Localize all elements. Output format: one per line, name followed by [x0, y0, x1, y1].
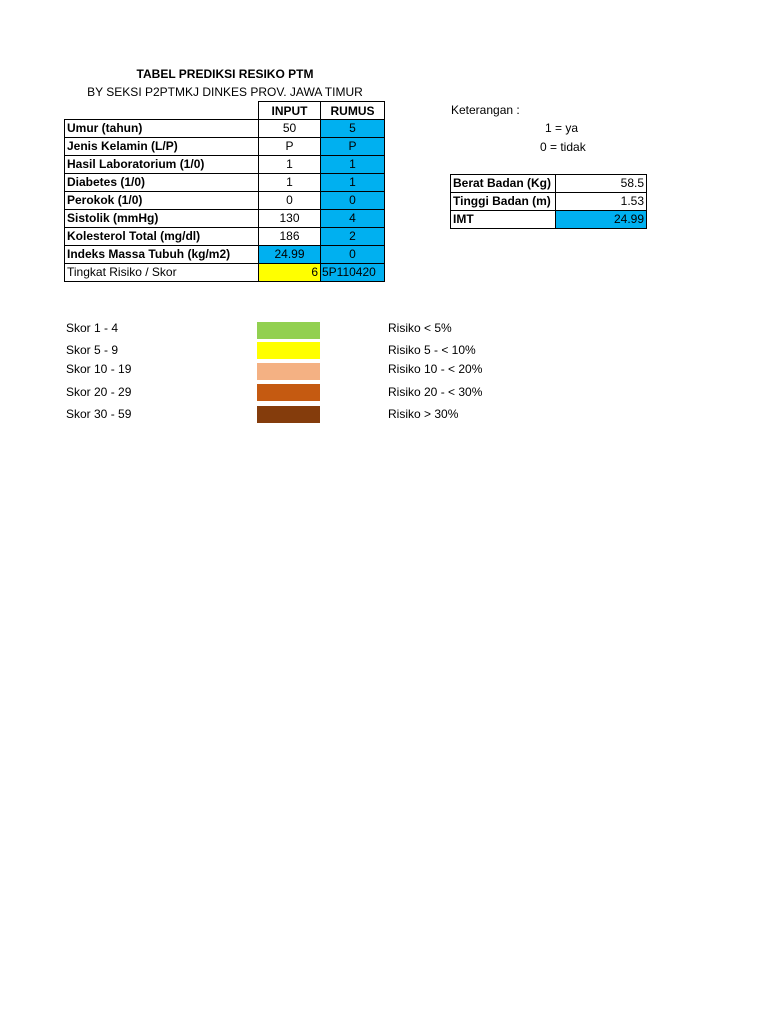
keterangan-title: Keterangan : — [451, 103, 520, 117]
risk-prediction-table — [64, 101, 385, 282]
table-row — [451, 211, 647, 229]
table-row — [65, 246, 385, 264]
row-label-diabetes: Diabetes (1/0) — [65, 174, 259, 192]
input-hasil-lab[interactable]: 1 — [259, 156, 321, 174]
legend-skor-label: Skor 20 - 29 — [66, 385, 132, 399]
table-header-row — [65, 102, 385, 120]
rumus-imt: 0 — [321, 246, 385, 264]
table-row — [65, 228, 385, 246]
berat-badan-label: Berat Badan (Kg) — [451, 175, 556, 193]
table-row — [65, 138, 385, 156]
row-label-imt: Indeks Massa Tubuh (kg/m2) — [65, 246, 259, 264]
rumus-perokok: 0 — [321, 192, 385, 210]
legend-risk-label: Risiko 20 - < 30% — [388, 385, 483, 399]
imt-table — [450, 174, 647, 229]
keterangan-tidak: 0 = tidak — [540, 140, 586, 154]
table-row — [65, 156, 385, 174]
rumus-hasil-lab: 1 — [321, 156, 385, 174]
input-perokok[interactable]: 0 — [259, 192, 321, 210]
legend-skor-label: Skor 30 - 59 — [66, 407, 132, 421]
input-kolesterol[interactable]: 186 — [259, 228, 321, 246]
legend-skor-label: Skor 1 - 4 — [66, 321, 119, 335]
input-jenis-kelamin[interactable]: P — [259, 138, 321, 156]
row-label-sistolik: Sistolik (mmHg) — [65, 210, 259, 228]
imt-value: 24.99 — [556, 211, 647, 229]
result-input: 6 — [259, 264, 321, 282]
table-row — [451, 175, 647, 193]
page-subtitle: BY SEKSI P2PTMKJ DINKES PROV. JAWA TIMUR — [87, 85, 363, 99]
input-umur[interactable]: 50 — [259, 120, 321, 138]
result-score: 5P110420 — [321, 264, 385, 282]
header-input: INPUT — [259, 102, 321, 120]
legend-swatch-peach — [257, 363, 320, 380]
header-rumus: RUMUS — [321, 102, 385, 120]
legend-skor-label: Skor 5 - 9 — [66, 343, 119, 357]
table-row — [65, 192, 385, 210]
table-row — [65, 174, 385, 192]
result-label: Tingkat Risiko / Skor — [65, 264, 259, 282]
legend-swatch-green — [257, 322, 320, 339]
header-blank-cell — [65, 102, 259, 120]
input-sistolik[interactable]: 130 — [259, 210, 321, 228]
rumus-jenis-kelamin: P — [321, 138, 385, 156]
row-label-kolesterol: Kolesterol Total (mg/dl) — [65, 228, 259, 246]
input-imt: 24.99 — [259, 246, 321, 264]
imt-label: IMT — [451, 211, 556, 229]
page-title: TABEL PREDIKSI RESIKO PTM — [136, 67, 314, 81]
row-label-hasil-lab: Hasil Laboratorium (1/0) — [65, 156, 259, 174]
row-label-perokok: Perokok (1/0) — [65, 192, 259, 210]
tinggi-badan-label: Tinggi Badan (m) — [451, 193, 556, 211]
legend-risk-label: Risiko 5 - < 10% — [388, 343, 476, 357]
legend-skor-label: Skor 10 - 19 — [66, 362, 132, 376]
table-row — [65, 120, 385, 138]
legend-swatch-brown — [257, 406, 320, 423]
table-row — [65, 210, 385, 228]
row-label-umur: Umur (tahun) — [65, 120, 259, 138]
legend-risk-label: Risiko > 30% — [388, 407, 459, 421]
keterangan-ya: 1 = ya — [545, 121, 579, 135]
rumus-umur: 5 — [321, 120, 385, 138]
legend-swatch-orange — [257, 384, 320, 401]
legend-risk-label: Risiko 10 - < 20% — [388, 362, 483, 376]
input-diabetes[interactable]: 1 — [259, 174, 321, 192]
result-row — [65, 264, 385, 282]
row-label-jenis-kelamin: Jenis Kelamin (L/P) — [65, 138, 259, 156]
tinggi-badan-value[interactable]: 1.53 — [556, 193, 647, 211]
berat-badan-value[interactable]: 58.5 — [556, 175, 647, 193]
legend-risk-label: Risiko < 5% — [388, 321, 452, 335]
rumus-sistolik: 4 — [321, 210, 385, 228]
rumus-kolesterol: 2 — [321, 228, 385, 246]
table-row — [451, 193, 647, 211]
rumus-diabetes: 1 — [321, 174, 385, 192]
legend-swatch-yellow — [257, 342, 320, 359]
